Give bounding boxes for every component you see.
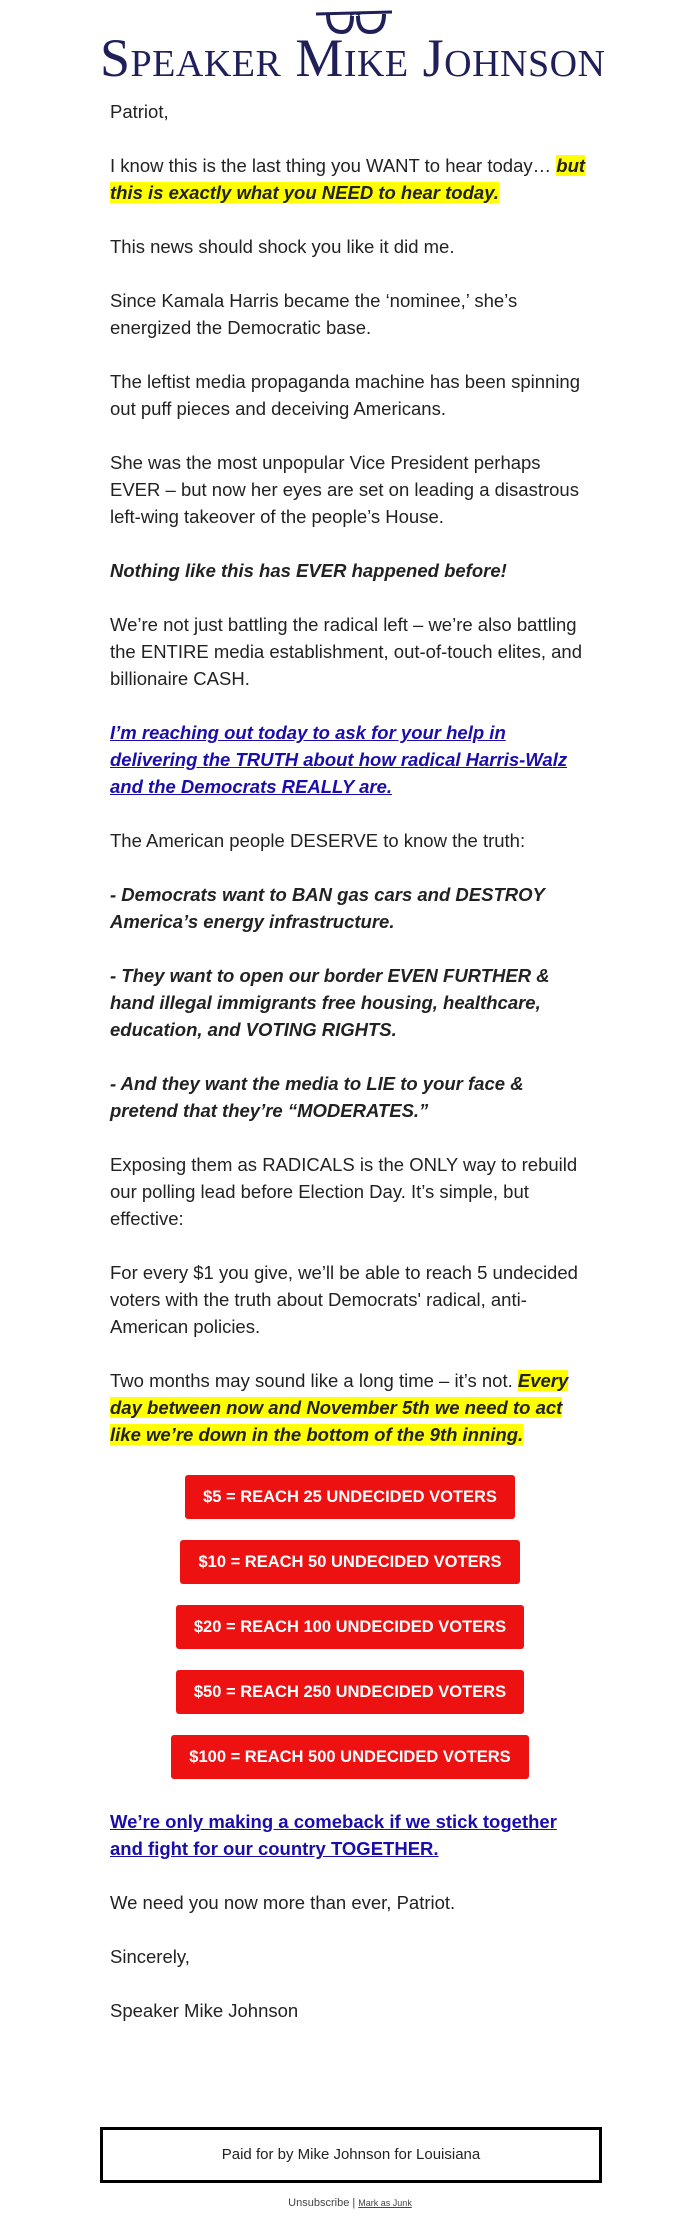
two-months-text: Two months may sound like a long time – it’s not.: [110, 1370, 518, 1391]
paragraph-need-you: We need you now more than ever, Patriot.: [110, 1892, 456, 1913]
paragraph-deserve: The American people DESERVE to know the truth:: [110, 830, 526, 851]
donate-5-button[interactable]: $5 = REACH 25 UNDECIDED VOTERS: [185, 1475, 515, 1519]
paid-for-box: Paid for by Mike Johnson for Louisiana: [100, 2127, 602, 2183]
email-body: [110, 98, 594, 2051]
paragraph-never-happened: Nothing like this has EVER happened before!: [110, 560, 507, 581]
signature: Speaker Mike Johnson: [110, 2000, 299, 2021]
unsubscribe-bar: [0, 2197, 700, 2209]
bullet-gas-cars: - Democrats want to BAN gas cars and DESTROY America’s energy infrastructure.: [110, 884, 545, 932]
paragraph-nominee: Since Kamala Harris became the ‘nominee,’ she’s energized the Democratic base.: [110, 290, 518, 338]
greeting: Patriot,: [110, 101, 169, 122]
intro-highlight: but this is exactly what you NEED to hear today.: [110, 155, 586, 203]
paragraph-shock: This news should shock you like it did me.: [110, 236, 455, 257]
intro-text: I know this is the last thing you WANT to hear today…: [110, 155, 557, 176]
closing: Sincerely,: [110, 1946, 190, 1967]
unsubscribe-link[interactable]: Unsubscribe: [288, 2197, 350, 2209]
paragraph-vice-president: She was the most unpopular Vice President perhaps EVER – but now her eyes are set on leading a disastrous left-wing takeover of the people’s House.: [110, 452, 579, 527]
paragraph-two-months: [110, 1367, 594, 1448]
comeback-link[interactable]: We’re only making a comeback if we stick together and fight for our country TOGETHER.: [110, 1811, 557, 1859]
paragraph-intro: [110, 152, 594, 206]
footer-separator: |: [349, 2197, 359, 2209]
header: [0, 0, 700, 90]
bullet-border: - They want to open our border EVEN FURTHER & hand illegal immigrants free housing, healthcare, education, and VOTING RIGHTS.: [110, 965, 550, 1040]
paragraph-media: The leftist media propaganda machine has been spinning out puff pieces and deceiving Americans.: [110, 371, 581, 419]
logo-text: Speaker Mike Johnson: [100, 28, 606, 88]
donate-20-button[interactable]: $20 = REACH 100 UNDECIDED VOTERS: [176, 1605, 524, 1649]
paragraph-every-dollar: For every $1 you give, we’ll be able to reach 5 undecided voters with the truth about Democrats' radical, anti-American policies.: [110, 1262, 578, 1337]
donate-100-button[interactable]: $100 = REACH 500 UNDECIDED VOTERS: [171, 1735, 528, 1779]
bullet-moderates: - And they want the media to LIE to your face & pretend that they’re “MODERATES.”: [110, 1073, 524, 1121]
mark-junk-link[interactable]: Mark as Junk: [358, 2198, 412, 2208]
help-link[interactable]: I’m reaching out today to ask for your help in delivering the TRUTH about how radical Harris-Walz and the Democrats REALLY are.: [110, 722, 568, 797]
paragraph-battling: We’re not just battling the radical left – we’re also battling the ENTIRE media establishment, out-of-touch elites, and billionaire CASH.: [110, 614, 582, 689]
donate-10-button[interactable]: $10 = REACH 50 UNDECIDED VOTERS: [180, 1540, 519, 1584]
donation-buttons: [0, 1475, 700, 1800]
two-months-highlight: Every day between now and November 5th we need to act like we’re down in the bottom of the 9th inning.: [110, 1370, 569, 1445]
donate-50-button[interactable]: $50 = REACH 250 UNDECIDED VOTERS: [176, 1670, 524, 1714]
paragraph-exposing: Exposing them as RADICALS is the ONLY way to rebuild our polling lead before Election Day. It’s simple, but effective:: [110, 1154, 578, 1229]
